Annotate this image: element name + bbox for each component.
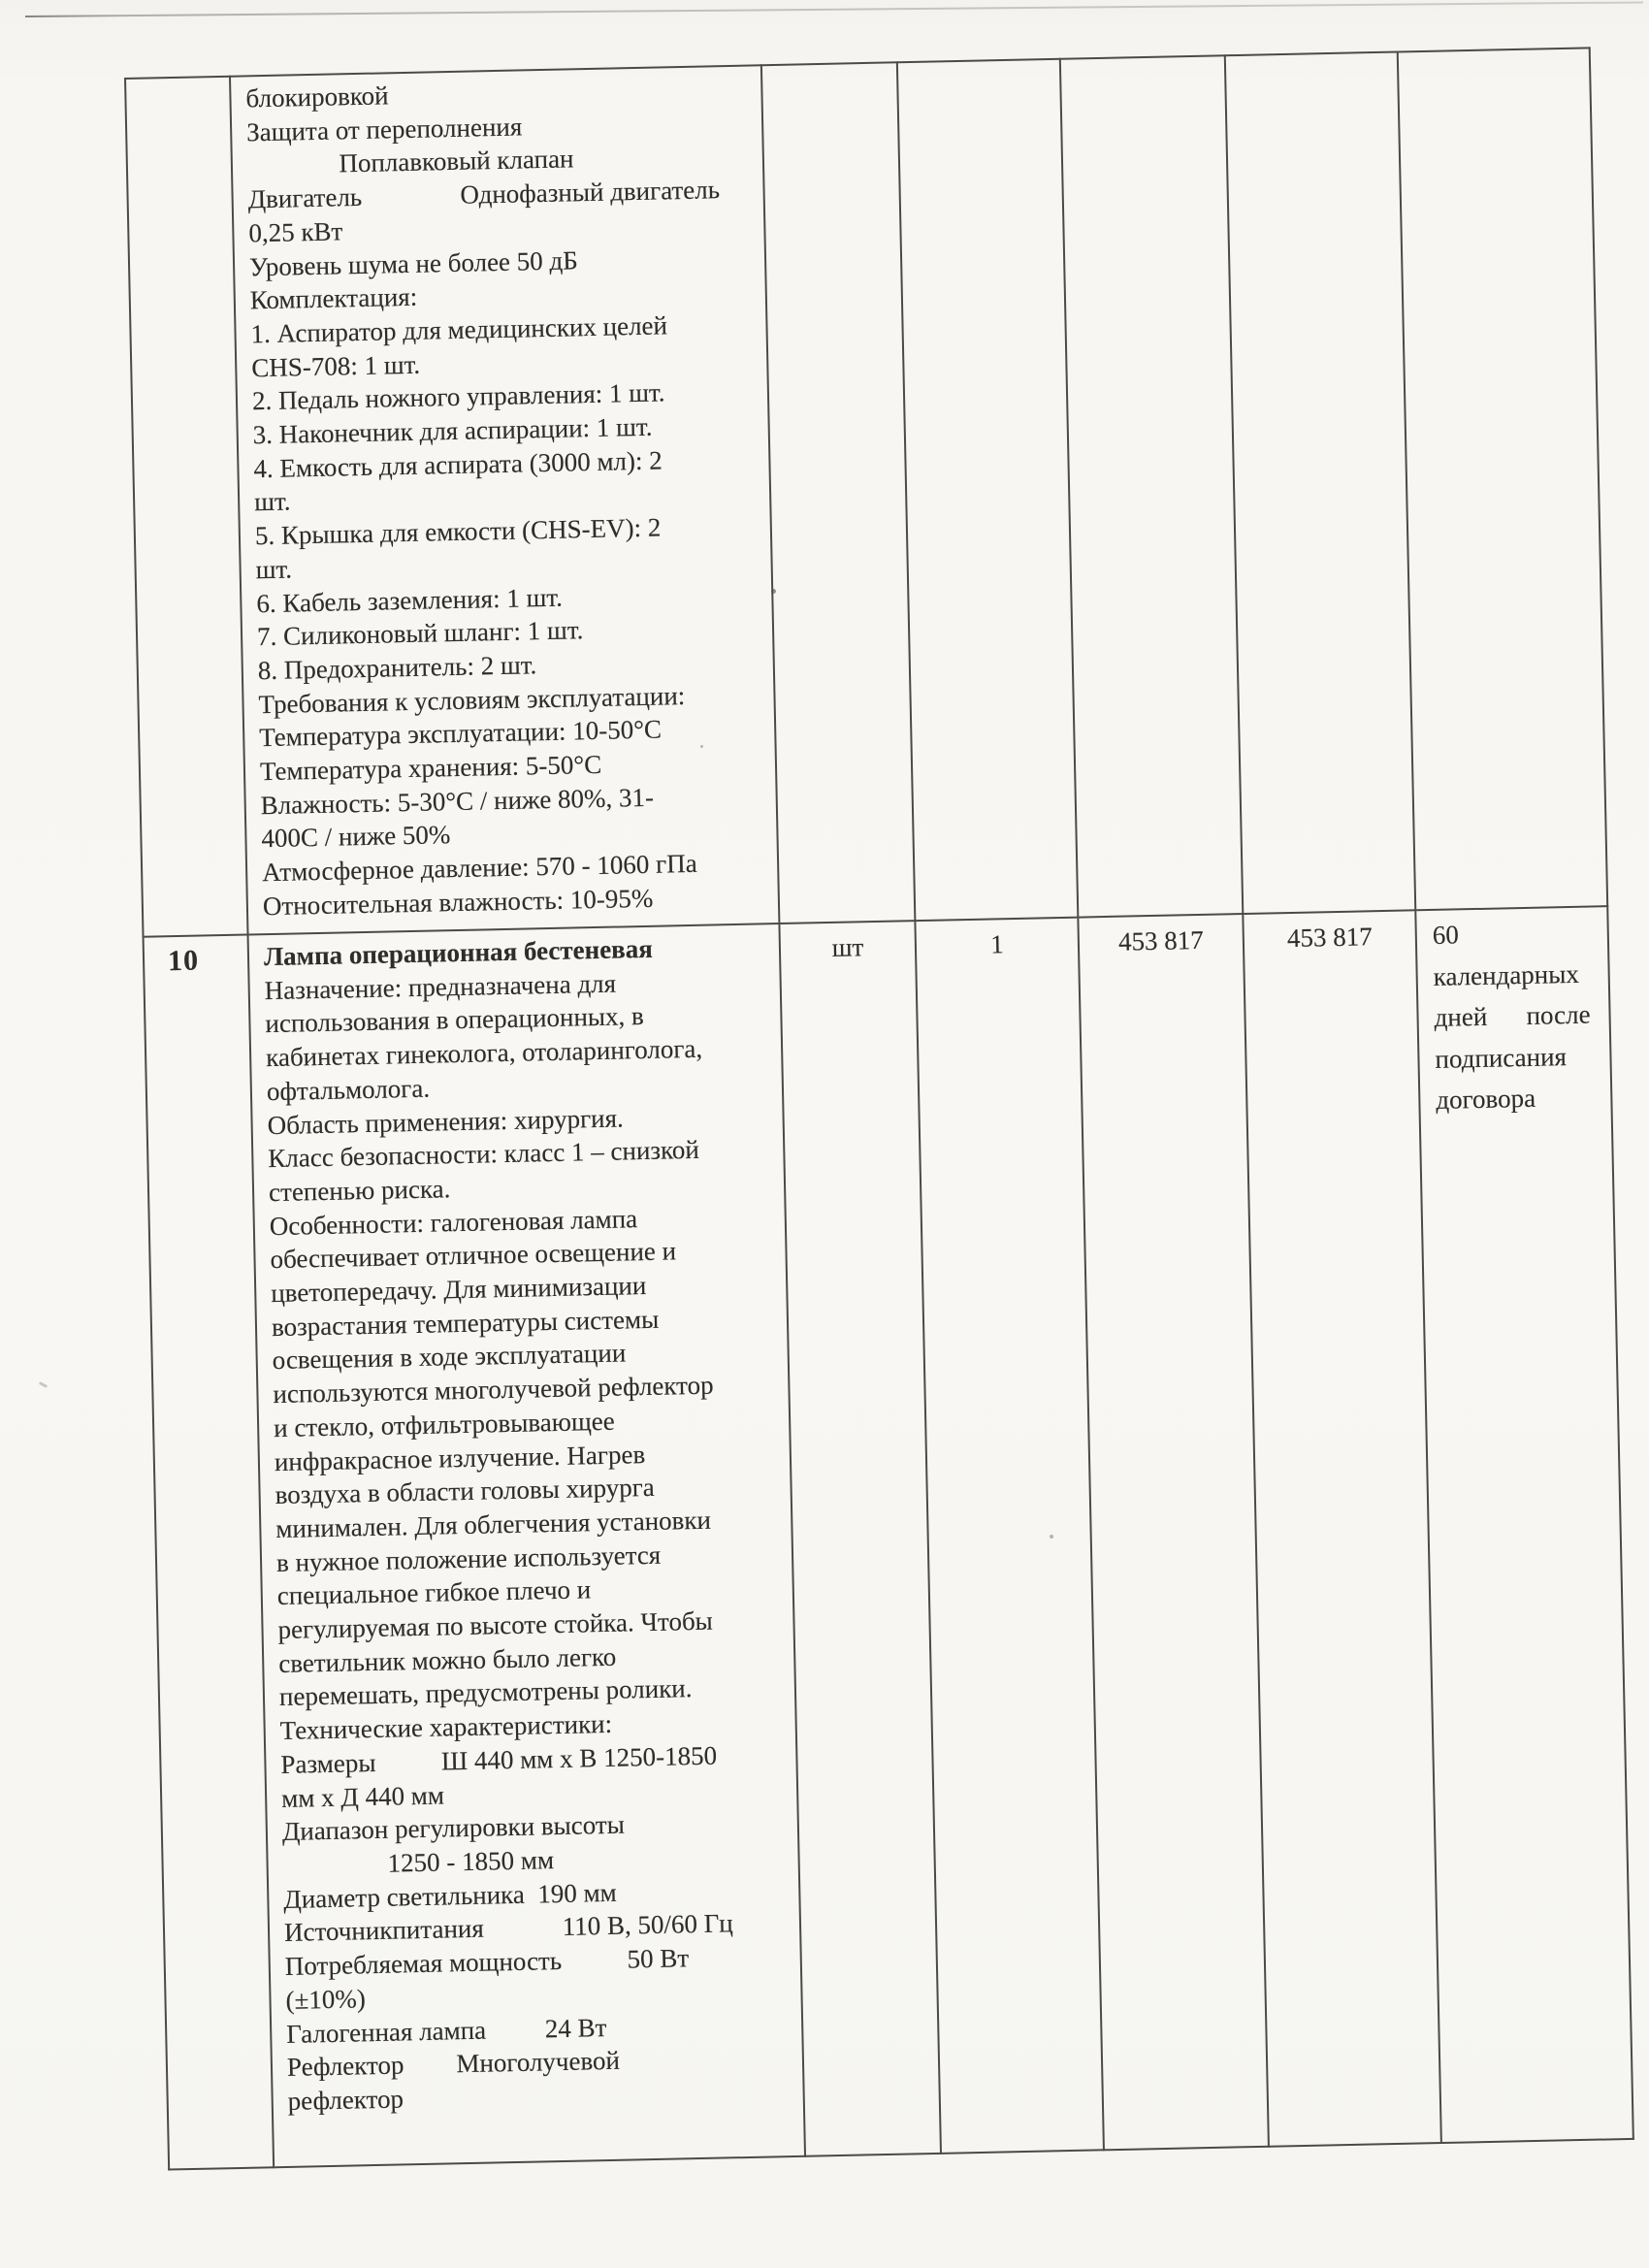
item-description-lines (264, 963, 795, 2119)
description-line: Источникпитания 110 В, 50/60 Гц (283, 1908, 734, 1948)
description-line: 4. Емкость для аспирата (3000 мл): 2 (253, 445, 663, 484)
description-line: воздуха в области головы хирурга (275, 1473, 656, 1510)
unit-cell: шт (779, 921, 941, 2156)
description-line: CHS-708: 1 шт. (250, 349, 421, 382)
description-line: Температура эксплуатации: 10-50°С (258, 714, 663, 753)
description-line: перемешать, предусмотрены ролики. (278, 1673, 693, 1712)
description-line: Диаметр светильника 190 мм (283, 1877, 618, 1914)
description-line: Класс безопасности: класс 1 – снизкой (268, 1135, 700, 1174)
description-line: 6. Кабель заземления: 1 шт. (256, 582, 564, 618)
table-container (124, 47, 1636, 2170)
description-line: Особенности: галогеновая лампа (269, 1203, 638, 1241)
description-line: Назначение: предназначена для (264, 968, 617, 1005)
description-line: Комплектация: (249, 281, 418, 315)
description-line: блокировкой (245, 81, 389, 113)
description-line: степенью риска. (268, 1174, 451, 1208)
description-line: Размеры Ш 440 мм х В 1250-1850 (280, 1740, 718, 1779)
description-line: Диапазон регулировки высоты (281, 1809, 626, 1847)
description-line: Температура хранения: 5-50°С (259, 749, 602, 787)
description-line: обеспечивает отличное освещение и (270, 1236, 677, 1275)
description-line: Технические характеристики: (279, 1709, 613, 1746)
item-description-cell (248, 923, 805, 2167)
item-description-cell (230, 65, 779, 934)
description-line: кабинетах гинеколога, отоларинголога, (265, 1033, 703, 1073)
total-price-cell: 453 817 (1243, 910, 1441, 2146)
description-line: Рефлектор Многолучевой (286, 2045, 621, 2083)
description-line: Относительная влажность: 10-95% (262, 883, 654, 922)
description-line: 0,25 кВт (248, 216, 343, 248)
description-line: Влажность: 5-30°С / ниже 80%, 31- (260, 782, 655, 820)
description-line: 3. Наконечник для аспирации: 1 шт. (252, 411, 653, 450)
description-line: используются многолучевой рефлектор (273, 1370, 714, 1409)
item-number-cell (125, 77, 248, 937)
description-line: цветопередачу. Для минимизации (270, 1271, 647, 1309)
description-line: инфракрасное излучение. Нагрев (274, 1439, 646, 1476)
description-line: 5. Крышка для емкости (CHS-EV): 2 (254, 512, 662, 551)
description-line: специальное гибкое плечо и (276, 1574, 592, 1611)
scan-speck (39, 1381, 48, 1388)
table-row-item10 (144, 906, 1633, 2169)
description-line: 7. Силиконовый шланг: 1 шт. (256, 615, 584, 652)
description-line: Потребляемая мощность 50 Вт (284, 1943, 690, 1982)
description-line: мм х Д 440 мм (280, 1780, 445, 1813)
description-line: возрастания температуры системы (271, 1304, 660, 1342)
description-line: 400С / ниже 50% (261, 820, 451, 854)
description-line: регулируемая по высоте стойка. Чтобы (277, 1605, 714, 1645)
item-title: Лампа операционная бестеневая (263, 933, 654, 972)
unit-cell (761, 62, 916, 923)
description-line: Атмосферное давление: 570 - 1060 гПа (261, 848, 697, 888)
description-line: 1. Аспиратор для медицинских целей (250, 310, 668, 349)
description-line: Требования к условиям эксплуатации: (258, 680, 686, 719)
total-price-cell (1225, 52, 1415, 915)
quantity-cell (897, 59, 1078, 921)
description-line: Область применения: хирургия. (267, 1102, 625, 1140)
description-line: Двигатель Однофазный двигатель (247, 175, 721, 214)
description-line: Поплавковый клапан (246, 144, 574, 180)
delivery-terms-cell (1398, 48, 1607, 910)
description-line: Уровень шума не более 50 дБ (248, 244, 579, 281)
description-line: светильник можно было легко (277, 1641, 617, 1678)
table-row-item9-continuation (125, 48, 1607, 936)
description-line: шт. (253, 486, 291, 517)
unit-price-cell (1060, 55, 1243, 917)
description-line: в нужное положение используется (275, 1539, 662, 1577)
description-line: использования в операционных, в (265, 1001, 645, 1039)
item-number-cell: 10 (144, 935, 275, 2170)
description-line: рефлектор (287, 2084, 404, 2116)
unit-price-cell: 453 817 (1078, 914, 1269, 2150)
delivery-terms-cell: 60 календарных дней после подписания договора (1415, 906, 1633, 2143)
description-line: 1250 - 1850 мм (282, 1845, 555, 1880)
description-line: минимален. Для облегчения установки (275, 1505, 712, 1544)
description-line: шт. (255, 554, 293, 585)
description-line: (±10%) (285, 1984, 367, 2015)
description-line: 8. Предохранитель: 2 шт. (257, 650, 537, 686)
description-line: Галогенная лампа 24 Вт (285, 2012, 607, 2049)
description-line: офтальмолога. (266, 1073, 431, 1106)
description-line: 2. Педаль ножного управления: 1 шт. (251, 377, 665, 416)
description-line: освещения в ходе эксплуатации (272, 1338, 627, 1376)
quantity-cell: 1 (915, 918, 1104, 2154)
scan-artifact-line (25, 1, 1643, 17)
description-line: Защита от переполнения (245, 112, 523, 147)
description-line: и стекло, отфильтровывающее (273, 1406, 615, 1442)
procurement-items-table (124, 47, 1634, 2170)
